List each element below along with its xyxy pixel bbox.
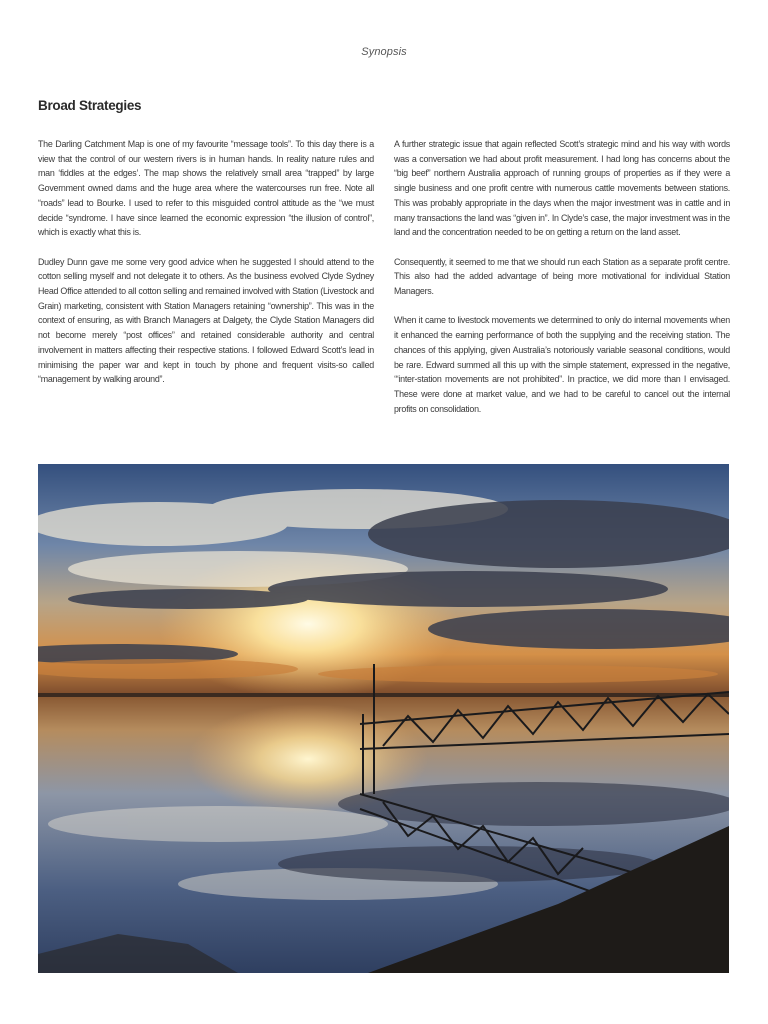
right-text-column [394, 137, 730, 431]
sunset-lake-photo [38, 464, 729, 973]
paragraph: Consequently, it seemed to me that we should run each Station as a separate profit centre. This also had the added advantage of being more motivational for individual Station Managers. [394, 256, 730, 297]
paragraph: The Darling Catchment Map is one of my favourite “message tools”. To this day there is a view that the control of our western rivers is in human hands. In reality nature rules and man ‘fiddles at the edges’. The map shows the relatively small area “trapped” by large Government owned dams and the huge area where the watercourses run free. Note all “roads” lead to Bourke. I used to refer to this misguided control attitude as the “we must decide “syndrome. I have since learned the economic expression “the illusion of control”, which is exactly what this is. [38, 139, 374, 238]
paragraph: When it came to livestock movements we determined to only do internal movements when it enhanced the earning performance of both the supplying and the receiving station. The chances of this applying, given Australia’s notoriously variable seasonal conditions, would be rare. Edward summed all this up with the simple statement, expressed in the negative, ‘“inter-station movements are not prohibited”. In practice, we did more than I envisaged. These were done at market value, and we had to be careful to cancel out the internal profits on consolidation. [394, 315, 730, 414]
photo-illustration [38, 464, 729, 973]
section-title: Broad Strategies [38, 98, 142, 113]
running-title: Synopsis [361, 46, 407, 58]
paragraph: Dudley Dunn gave me some very good advice when he suggested I should attend to the cotton selling myself and not delegate it to others. As the business evolved Clyde Sydney Head Office attended to all cotton selling and remained involved with Station (Livestock and Grain) marketing, consistent with Station Managers retaining “ownership”. This was in the context of ensuring, as with Branch Managers at Dalgety, the Clyde Station Managers did not become merely “post offices” and retained considerable authority and central involvement in matters affecting their respective stations. I followed Edward Scott’s lead in minimising the paper war and kept in touch by phone and frequent visits-so called “management by walking around”. [38, 256, 374, 385]
left-text-column [38, 137, 374, 402]
paragraph: A further strategic issue that again reflected Scott’s strategic mind and his way with words was a conversation we had about profit measurement. I had long has concerns about the “big beef” northern Australia approach of running groups of properties as if they were a single business and one profit centre with numerous cattle movements between stations. This was probably appropriate in the days when the major investment was in cattle and in many transactions the land was “given in”. In Clyde’s case, the major investment was in the land and the concentration needed to be on getting a return on the land asset. [394, 139, 730, 238]
